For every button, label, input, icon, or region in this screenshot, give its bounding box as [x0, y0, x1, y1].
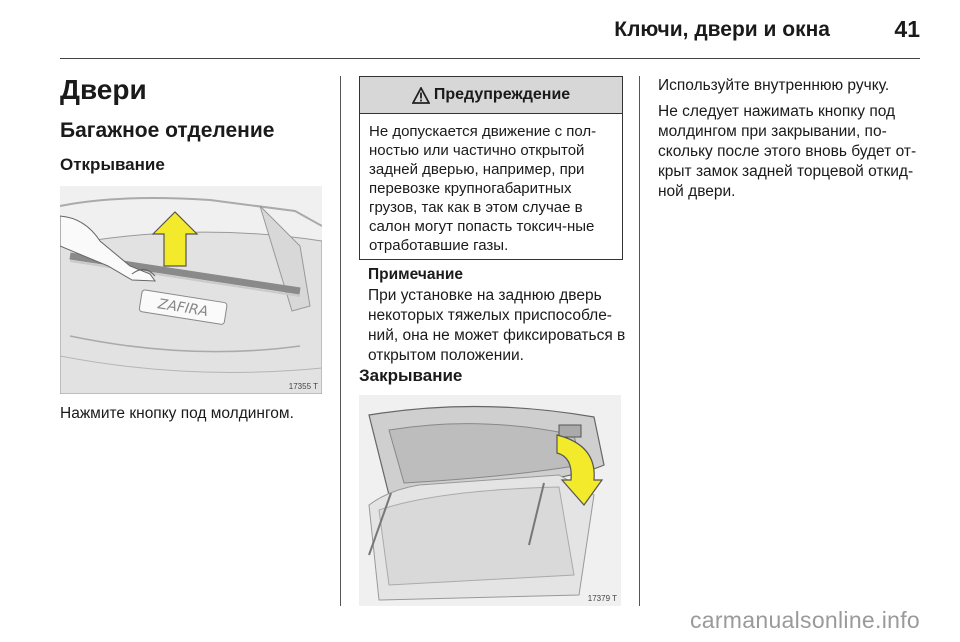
header-divider — [60, 58, 920, 59]
warning-title: Предупреждение — [433, 86, 571, 103]
closing-caution-text: Не следует нажимать кнопку под молдингом при закрывании, по-скольку после этого вновь будет от-крыт замок задней торцевой откид-ной двери. — [658, 103, 917, 200]
column-divider-2 — [639, 76, 640, 606]
closing-illustration — [359, 395, 621, 606]
closing-heading: Закрывание — [359, 366, 463, 385]
opening-illustration — [60, 186, 322, 394]
page-number: 41 — [894, 16, 920, 42]
figure-code: 17379 T — [587, 594, 617, 603]
running-header: Ключи, двери и окна — [614, 18, 830, 41]
column-divider-1 — [340, 76, 341, 606]
warning-header — [360, 77, 622, 114]
section-heading: Двери — [60, 74, 147, 105]
inner-handle-instruction: Используйте внутреннюю ручку. — [658, 77, 890, 94]
warning-text: Не допускается движение с пол-ностью или частично открытой задней дверью, например, при перевозке крупногабаритных грузов, так как в этом случае в салон могут попасть токсич-ные отработавшие газы. — [369, 123, 597, 254]
watermark: carmanualsonline.info — [689, 607, 920, 633]
tailgate-button-drawing — [60, 186, 322, 394]
figure-code: 17355 T — [288, 382, 318, 391]
note-title: Примечание — [368, 266, 463, 283]
warning-triangle-icon — [412, 87, 430, 104]
inner-handle — [559, 425, 581, 437]
zafira-badge: ZAFIRA — [156, 296, 210, 321]
warning-box — [359, 76, 623, 260]
subsection-heading: Багажное отделение — [60, 119, 275, 142]
opening-instruction: Нажмите кнопку под молдингом. — [60, 405, 294, 422]
tailgate-open-drawing — [359, 395, 621, 606]
opening-heading: Открывание — [60, 155, 165, 174]
note-text: При установке на заднюю дверь некоторых тяжелых приспособле-ний, она не может фиксироваться в открытом положении. — [368, 287, 626, 364]
